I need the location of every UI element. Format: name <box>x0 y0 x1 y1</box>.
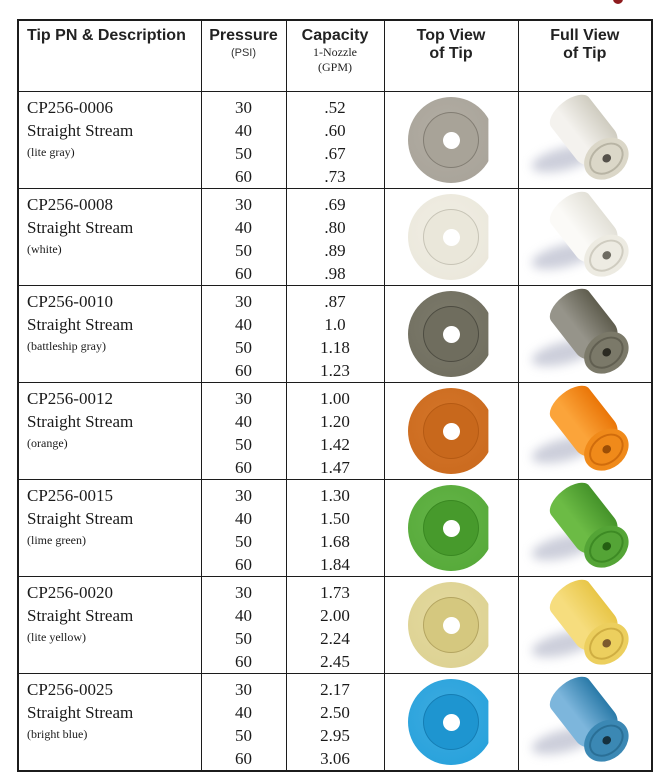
pressure-values-cell <box>201 480 286 577</box>
header-capacity-title: Capacity <box>301 27 369 44</box>
capacity-value: 2.50 <box>320 703 350 722</box>
tip-full-view-image <box>527 385 643 477</box>
pressure-value: 40 <box>235 121 252 140</box>
pressure-value: 40 <box>235 606 252 625</box>
tip-full-view-image <box>527 579 643 671</box>
header-pressure <box>201 20 286 92</box>
tip-center-hole <box>443 326 460 343</box>
capacity-value: 2.00 <box>320 606 350 625</box>
tip-full-view-image <box>527 482 643 574</box>
tip-full-view-image <box>527 288 643 380</box>
pressure-value: 50 <box>235 726 252 745</box>
pressure-value: 40 <box>235 412 252 431</box>
capacity-value: .89 <box>324 241 346 260</box>
pressure-value: 60 <box>235 361 252 380</box>
tip-full-view-image <box>527 676 643 768</box>
tip-color-note: (orange) <box>27 435 68 450</box>
pressure-value: 30 <box>235 292 252 311</box>
tip-center-hole <box>443 229 460 246</box>
capacity-value: 1.0 <box>324 315 346 334</box>
pressure-value: 60 <box>235 458 252 477</box>
pressure-value: 30 <box>235 98 252 117</box>
pressure-value: 40 <box>235 703 252 722</box>
tip-description: Straight Stream <box>27 411 134 431</box>
tip-pn: CP256-0006 <box>27 98 113 117</box>
header-full-view-line1: Full View <box>550 27 620 44</box>
table-row <box>18 92 652 189</box>
tip-description-cell <box>18 577 201 674</box>
header-full-view <box>518 20 652 92</box>
capacity-values-cell <box>286 577 384 674</box>
capacity-value: 3.06 <box>320 749 350 768</box>
header-tip-pn-label: Tip PN & Description <box>27 27 186 44</box>
tip-pn: CP256-0008 <box>27 195 113 214</box>
tip-top-view-image <box>408 97 494 183</box>
tip-pn: CP256-0025 <box>27 680 113 699</box>
pressure-value: 50 <box>235 532 252 551</box>
capacity-value: 1.84 <box>320 555 350 574</box>
pressure-value: 40 <box>235 218 252 237</box>
tip-color-note: (lite yellow) <box>27 629 86 644</box>
tip-top-view-image <box>408 194 494 280</box>
nozzle-tip-spec-table <box>17 19 653 772</box>
pressure-value: 40 <box>235 315 252 334</box>
pressure-value: 50 <box>235 338 252 357</box>
header-full-view-line2: of Tip <box>563 45 607 63</box>
table-row <box>18 286 652 383</box>
tip-description-cell <box>18 480 201 577</box>
tip-description-cell <box>18 674 201 772</box>
pressure-value: 50 <box>235 144 252 163</box>
header-capacity-sub1: 1-Nozzle <box>313 45 357 60</box>
capacity-value: 2.24 <box>320 629 350 648</box>
capacity-value: .73 <box>324 167 346 186</box>
header-pressure-unit: (PSI) <box>230 47 257 60</box>
tip-full-view-image <box>527 191 643 283</box>
capacity-value: 2.95 <box>320 726 350 745</box>
pressure-values-cell <box>201 92 286 189</box>
tip-color-note: (bright blue) <box>27 726 88 741</box>
pressure-value: 60 <box>235 652 252 671</box>
pressure-values-cell <box>201 383 286 480</box>
header-capacity <box>286 20 384 92</box>
tip-pn: CP256-0010 <box>27 292 113 311</box>
header-top-view <box>384 20 518 92</box>
tip-description-cell <box>18 383 201 480</box>
pressure-value: 60 <box>235 749 252 768</box>
pressure-value: 60 <box>235 555 252 574</box>
tip-color-note: (battleship gray) <box>27 338 106 353</box>
table-row <box>18 189 652 286</box>
header-tip-pn-description <box>18 20 201 92</box>
capacity-value: .69 <box>324 195 346 214</box>
tip-pn: CP256-0015 <box>27 486 113 505</box>
pressure-value: 50 <box>235 435 252 454</box>
pressure-value: 50 <box>235 241 252 260</box>
pressure-values-cell <box>201 189 286 286</box>
pressure-value: 60 <box>235 167 252 186</box>
full-view-cell <box>518 383 652 480</box>
pressure-values-cell <box>201 286 286 383</box>
tip-description: Straight Stream <box>27 314 134 334</box>
capacity-value: 1.30 <box>320 486 350 505</box>
capacity-value: 2.17 <box>320 680 350 699</box>
tip-top-view-image <box>408 291 494 377</box>
pressure-value: 50 <box>235 629 252 648</box>
capacity-value: 1.73 <box>320 583 350 602</box>
capacity-values-cell <box>286 480 384 577</box>
top-view-cell <box>384 92 518 189</box>
tip-top-view-image <box>408 388 494 474</box>
capacity-values-cell <box>286 286 384 383</box>
tip-color-note: (lite gray) <box>27 144 75 159</box>
tip-full-view-image <box>527 94 643 186</box>
full-view-cell <box>518 286 652 383</box>
tip-description-cell <box>18 92 201 189</box>
capacity-values-cell <box>286 189 384 286</box>
tip-description: Straight Stream <box>27 605 134 625</box>
capacity-values-cell <box>286 674 384 772</box>
top-view-cell <box>384 286 518 383</box>
capacity-value: .67 <box>324 144 346 163</box>
capacity-value: 1.18 <box>320 338 350 357</box>
tip-pn: CP256-0020 <box>27 583 113 602</box>
top-view-cell <box>384 383 518 480</box>
tip-top-view-image <box>408 582 494 668</box>
full-view-cell <box>518 577 652 674</box>
capacity-value: .80 <box>324 218 346 237</box>
top-view-cell <box>384 674 518 772</box>
top-view-cell <box>384 480 518 577</box>
tip-top-view-image <box>408 679 494 765</box>
capacity-value: 1.20 <box>320 412 350 431</box>
top-view-cell <box>384 577 518 674</box>
capacity-value: .60 <box>324 121 346 140</box>
pressure-value: 30 <box>235 680 252 699</box>
tip-description: Straight Stream <box>27 120 134 140</box>
tip-color-note: (white) <box>27 241 62 256</box>
capacity-values-cell <box>286 92 384 189</box>
capacity-value: .52 <box>324 98 346 117</box>
header-pressure-title: Pressure <box>209 27 278 44</box>
header-capacity-sub2: (GPM) <box>317 60 352 75</box>
tip-center-hole <box>443 617 460 634</box>
pressure-value: 60 <box>235 264 252 283</box>
full-view-cell <box>518 674 652 772</box>
header-top-view-line1: Top View <box>416 27 486 44</box>
pressure-value: 30 <box>235 583 252 602</box>
tip-top-view-image <box>408 485 494 571</box>
tip-description-cell <box>18 189 201 286</box>
table-row <box>18 674 652 772</box>
full-view-cell <box>518 92 652 189</box>
header-top-view-line2: of Tip <box>429 45 473 63</box>
table-row <box>18 480 652 577</box>
tip-description: Straight Stream <box>27 217 134 237</box>
pressure-values-cell <box>201 577 286 674</box>
tip-pn: CP256-0012 <box>27 389 113 408</box>
capacity-value: .98 <box>324 264 346 283</box>
tip-center-hole <box>443 520 460 537</box>
capacity-value: 1.23 <box>320 361 350 380</box>
pressure-value: 30 <box>235 195 252 214</box>
capacity-value: 1.50 <box>320 509 350 528</box>
capacity-value: 1.47 <box>320 458 350 477</box>
top-view-cell <box>384 189 518 286</box>
full-view-cell <box>518 189 652 286</box>
capacity-value: 1.68 <box>320 532 350 551</box>
pressure-values-cell <box>201 674 286 772</box>
tip-center-hole <box>443 132 460 149</box>
tip-description-cell <box>18 286 201 383</box>
tip-description: Straight Stream <box>27 702 134 722</box>
page-edge-artifact <box>613 0 623 4</box>
tip-center-hole <box>443 423 460 440</box>
table-row <box>18 383 652 480</box>
tip-center-hole <box>443 714 460 731</box>
capacity-value: 2.45 <box>320 652 350 671</box>
pressure-value: 40 <box>235 509 252 528</box>
pressure-value: 30 <box>235 389 252 408</box>
capacity-values-cell <box>286 383 384 480</box>
header-row <box>18 20 652 92</box>
tip-color-note: (lime green) <box>27 532 86 547</box>
capacity-value: 1.42 <box>320 435 350 454</box>
pressure-value: 30 <box>235 486 252 505</box>
table-row <box>18 577 652 674</box>
capacity-value: .87 <box>324 292 346 311</box>
capacity-value: 1.00 <box>320 389 350 408</box>
full-view-cell <box>518 480 652 577</box>
tip-description: Straight Stream <box>27 508 134 528</box>
